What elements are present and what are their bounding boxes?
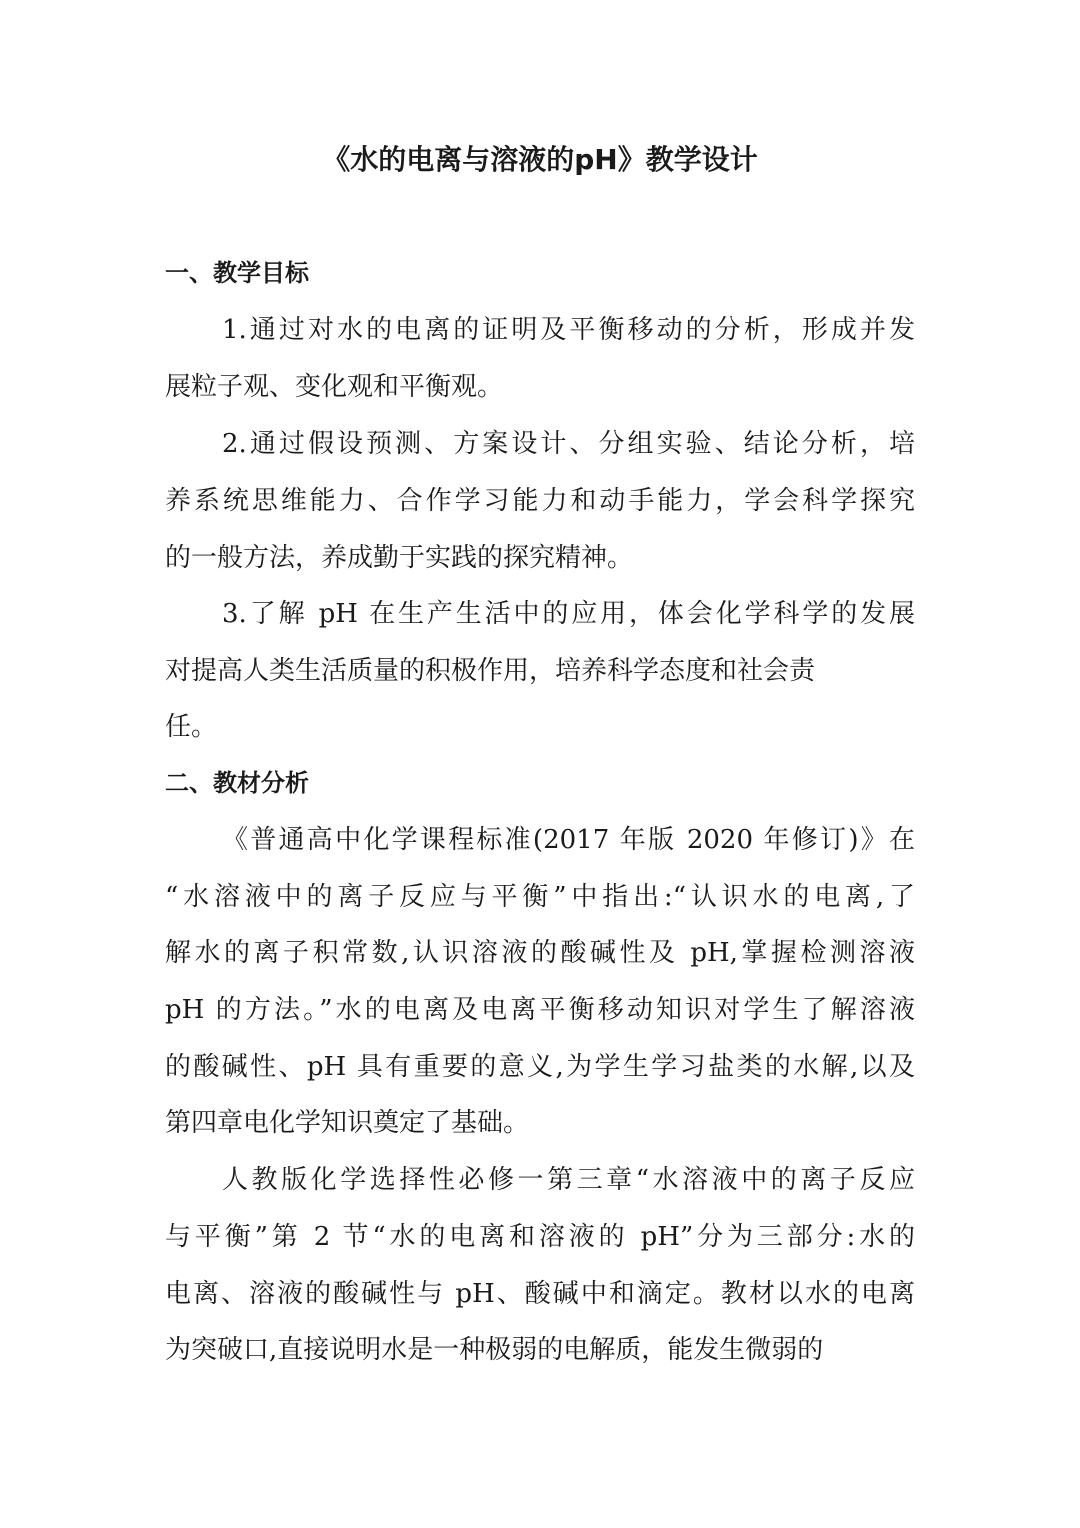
section-heading-textbook-analysis: 二、教材分析 <box>165 769 309 797</box>
paragraph-line: 第四章电化学知识奠定了基础。 <box>165 1108 530 1138</box>
paragraph-line: 3.了解 pH 在生产生活中的应用，体会化学科学的发展 <box>222 599 915 629</box>
paragraph-line: 电离、溶液的酸碱性与 pH、酸碱中和滴定。教材以水的电离 <box>165 1279 915 1309</box>
paragraph-line: 任。 <box>165 712 218 742</box>
paragraph-line: 《普通高中化学课程标准(2017 年版 2020 年修订)》在 <box>222 825 915 855</box>
paragraph-line: 的一般方法，养成勤于实践的探究精神。 <box>165 543 634 573</box>
paragraph-line: 对提高人类生活质量的积极作用，培养科学态度和社会责 <box>165 656 816 686</box>
paragraph-line: pH 的方法。”水的电离及电离平衡移动知识对学生了解溶液 <box>165 995 915 1025</box>
paragraph-line: “水溶液中的离子反应与平衡”中指出:“认识水的电离,了 <box>165 882 915 912</box>
section-heading-teaching-objectives: 一、教学目标 <box>165 259 309 287</box>
paragraph-line: 解水的离子积常数,认识溶液的酸碱性及 pH,掌握检测溶液 <box>165 938 915 968</box>
paragraph-line: 2.通过假设预测、方案设计、分组实验、结论分析，培 <box>222 429 915 459</box>
paragraph-line: 人教版化学选择性必修一第三章“水溶液中的离子反应 <box>222 1165 915 1195</box>
paragraph-line: 与平衡”第 2 节“水的电离和溶液的 pH”分为三部分:水的 <box>165 1222 915 1252</box>
paragraph-line: 1.通过对水的电离的证明及平衡移动的分析，形成并发 <box>222 315 915 345</box>
paragraph-line: 展粒子观、变化观和平衡观。 <box>165 372 504 402</box>
paragraph-line: 养系统思维能力、合作学习能力和动手能力，学会科学探究 <box>165 486 915 516</box>
paragraph-line: 的酸碱性、pH 具有重要的意义,为学生学习盐类的水解,以及 <box>165 1052 915 1082</box>
paragraph-line: 为突破口,直接说明水是一种极弱的电解质，能发生微弱的 <box>165 1335 824 1365</box>
document-title: 《水的电离与溶液的pH》教学设计 <box>322 143 758 176</box>
